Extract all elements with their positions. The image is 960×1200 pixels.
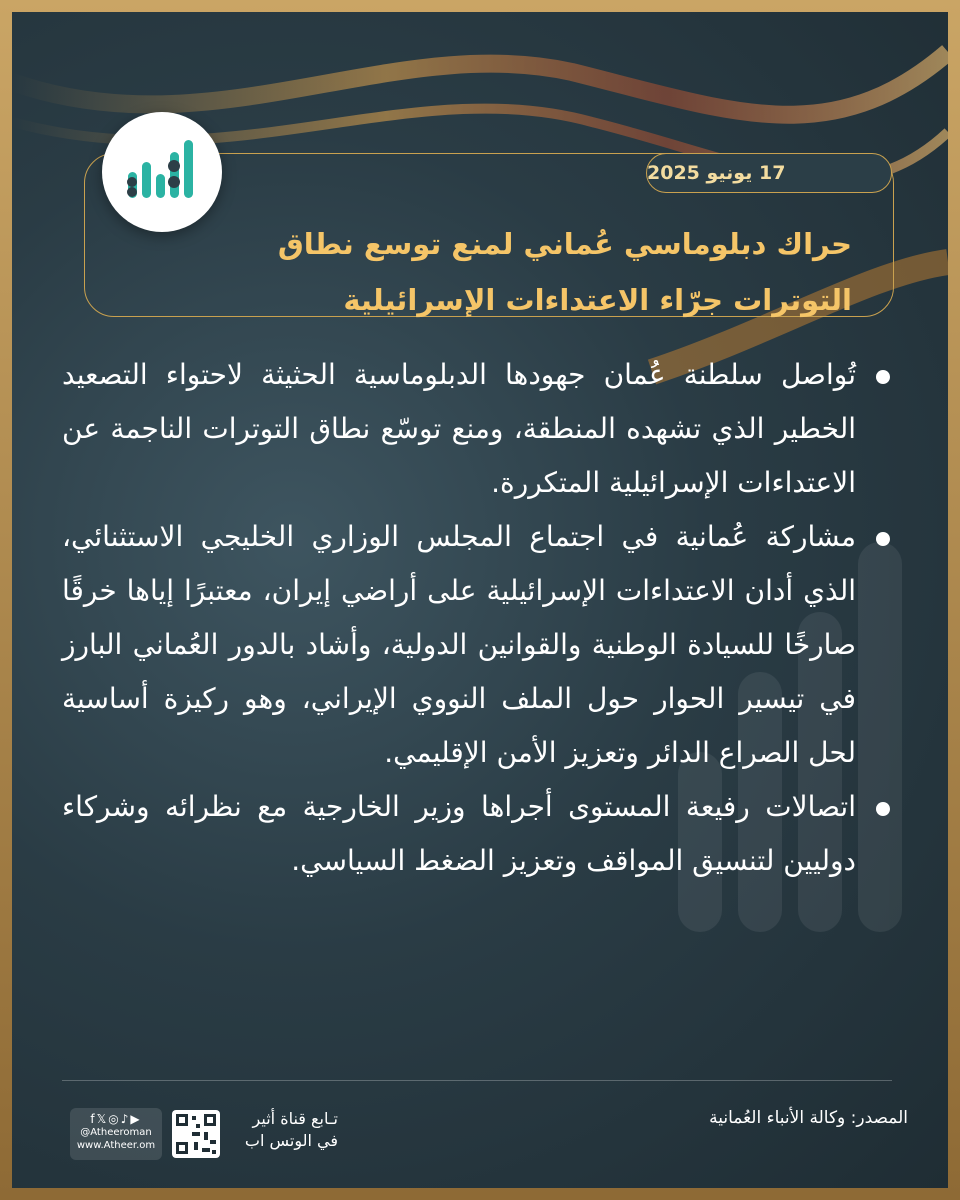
- headline-line-1: حراك دبلوماسي عُماني لمنع توسع نطاق: [277, 227, 852, 261]
- date-text: 17 يونيو 2025: [647, 162, 786, 184]
- instagram-icon: ◎: [108, 1112, 121, 1126]
- list-item: مشاركة عُمانية في اجتماع المجلس الوزاري الخليجي الاستثنائي، الذي أدان الاعتداءات الإسرائيلية على أراضي إيران، معتبرًا إياها خرقًا صارخًا للسيادة الوطنية والقوانين الدولية، وأشاد بالدور العُماني البارز في تيسير الحوار حول الملف النووي الإيراني، وهو ركيزة أساسية لحل الصراع الدائر وتعزيز الأمن الإقليمي.: [62, 510, 892, 780]
- atheer-logo: [102, 112, 222, 232]
- list-item: تُواصل سلطنة عُمان جهودها الدبلوماسية الحثيثة لاحتواء التصعيد الخطير الذي تشهده المنطقة، ومنع توسّع نطاق التوترات الناجمة عن الاعتداءات الإسرائيلية المتكررة.: [62, 348, 892, 510]
- website-link[interactable]: www.Atheer.om: [76, 1140, 156, 1151]
- youtube-icon: ▶: [130, 1112, 142, 1126]
- follow-line-1: تـابع قناة أثير: [252, 1109, 338, 1128]
- qr-code-icon: [172, 1110, 220, 1158]
- date-badge: [646, 153, 892, 193]
- footer-divider: [62, 1080, 892, 1081]
- facebook-icon: f: [90, 1112, 97, 1126]
- social-icons: [70, 1112, 162, 1126]
- source-credit: المصدر: وكالة الأنباء العُمانية: [709, 1108, 908, 1128]
- headline-line-2: التوترات جرّاء الاعتداءات الإسرائيلية: [343, 283, 852, 317]
- social-handle: @Atheeroman: [80, 1127, 152, 1138]
- follow-line-2: في الوتس اب: [244, 1131, 338, 1150]
- qr-code[interactable]: [172, 1110, 220, 1158]
- whatsapp-follow-text: [232, 1108, 338, 1152]
- headline: [110, 216, 852, 328]
- list-item: اتصالات رفيعة المستوى أجراها وزير الخارجية مع نظرائه وشركاء دوليين لتنسيق المواقف وتعزيز الضغط السياسي.: [62, 780, 892, 888]
- x-icon: 𝕏: [96, 1112, 109, 1126]
- social-links[interactable]: [70, 1108, 162, 1160]
- bullet-list: [62, 348, 892, 888]
- atheer-logo-icon: [102, 112, 222, 232]
- tiktok-icon: ♪: [120, 1112, 131, 1126]
